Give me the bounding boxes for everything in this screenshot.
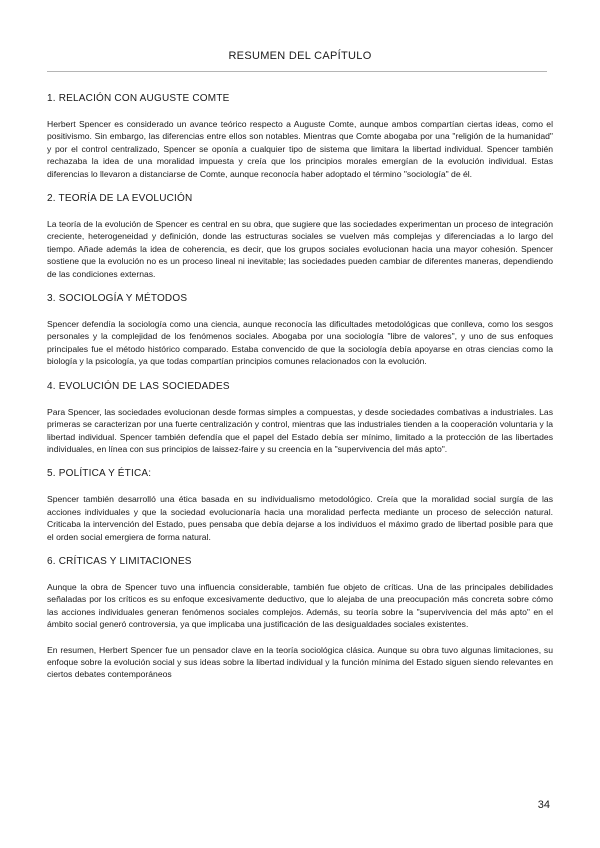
section-paragraph: La teoría de la evolución de Spencer es central en su obra, que sugiere que las sociedades experimentan un proceso de integración creciente, heterogeneidad y definición, donde las estructuras sociales se vuelven más complejas y diferenciadas a lo largo del tiempo. Añade además la idea de coherencia, es decir, que los grupos sociales evolucionan hacia una mayor cohesión. Spencer sostiene que la evolución no es un proceso lineal ni inevitable; las sociedades pueden cambiar de diferentes maneras, dependiendo de las condiciones externas. xyxy=(47,219,553,279)
header-divider xyxy=(47,71,547,72)
section-politics-ethics xyxy=(47,468,553,543)
section-evolution-theory xyxy=(47,193,553,280)
section-heading: 2. TEORÍA DE LA EVOLUCIÓN xyxy=(47,193,193,205)
section-comte xyxy=(47,93,553,180)
section-paragraph: Para Spencer, las sociedades evolucionan desde formas simples a compuestas, y desde sociedades combativas a industriales. Las primeras se caracterizan por una fuerte centralización y control, mientras que las industriales tienden a la cooperación voluntaria y la libertad individual. Spencer también defendía que el papel del Estado debía ser mínimo, limitado a la protección de las libertades individuales, en línea con sus principios de laissez-faire y su creencia en la "supervivencia del más apto". xyxy=(47,406,553,454)
page-number: 34 xyxy=(537,799,550,811)
section-heading: 1. RELACIÓN CON AUGUSTE COMTE xyxy=(47,93,230,104)
section-criticism-limitations xyxy=(47,556,553,681)
chapter-summary-content xyxy=(47,93,553,694)
section-heading: 6. CRÍTICAS Y LIMITACIONES xyxy=(47,555,192,567)
page-header-title: RESUMEN DEL CAPÍTULO xyxy=(228,50,372,62)
section-heading: 5. POLÍTICA Y ÉTICA: xyxy=(47,468,152,480)
section-sociology-methods xyxy=(47,293,553,368)
section-heading: 4. EVOLUCIÓN DE LAS SOCIEDADES xyxy=(47,380,230,392)
section-paragraph: Herbert Spencer es considerado un avance teórico respecto a Auguste Comte, aunque ambos compartían ciertas ideas, como el positivismo. Sin embargo, las diferencias entre ellos son notables. Mientras que Comte abogaba por una "religión de la humanidad" y por el control centralizado, Spencer se oponía a cualquier tipo de sistema que limitara la libertad individual. Spencer también rechazaba la idea de una moralidad impuesta y creía que los principios morales emergían de la evolución individual. Estas diferencias lo llevaron a distanciarse de Comte, aunque reconocía haber adoptado el término "sociología" de él. xyxy=(47,119,553,179)
section-societies-evolution xyxy=(47,381,553,456)
conclusion-paragraph: En resumen, Herbert Spencer fue un pensador clave en la teoría sociológica clásica. Aunque su obra tuvo algunas limitaciones, su enfoque sobre la evolución social y sus ideas sobre la libertad individual y la función mínima del Estado siguen siendo relevantes en ciertos debates contemporáneos xyxy=(47,644,553,680)
section-paragraph: Spencer defendía la sociología como una ciencia, aunque reconocía las dificultades metodológicas que conlleva, como los sesgos personales y la complejidad de los fenómenos sociales. Abogaba por una sociología "libre de valores", y uno de sus enfoques principales fue el método histórico comparado. Estaba convencido de que la sociología debía apoyarse en otras ciencias como la biología y la psicología, ya que todas compartían principios comunes relacionados con la evolución. xyxy=(47,319,553,367)
section-heading: 3. SOCIOLOGÍA Y MÉTODOS xyxy=(47,293,188,305)
section-paragraph: Spencer también desarrolló una ética basada en su individualismo metodológico. Creía que la moralidad social surgía de las acciones individuales y que la sociedad evolucionaría hacia una moralidad perfecta mediante un proceso de selección natural. Criticaba la intervención del Estado, pues pensaba que debía dejarse a los individuos el máximo grado de libertad posible para que el orden social emergiera de forma natural. xyxy=(47,494,553,542)
section-paragraph: Aunque la obra de Spencer tuvo una influencia considerable, también fue objeto de críticas. Una de las principales debilidades señaladas por los críticos es su enfoque excesivamente deductivo, que lo alejaba de una preocupación más concreta sobre cómo las acciones individuales generan fenómenos sociales complejos. Además, su teoría sobre la "supervivencia del más apto" en el ámbito social generó controversia, ya que implicaba una justificación de las desigualdades sociales existentes. xyxy=(47,581,553,630)
